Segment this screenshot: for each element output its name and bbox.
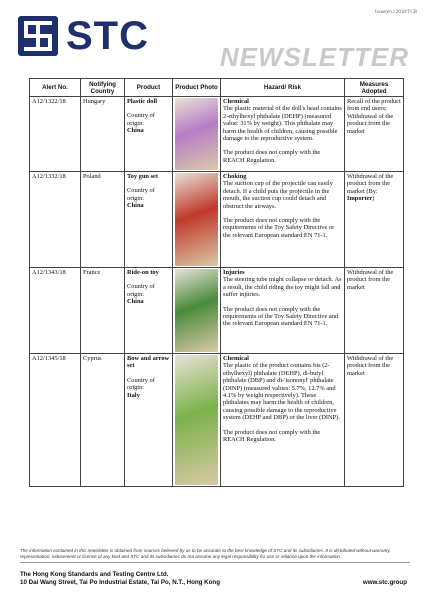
- header-country: Notifying Country: [81, 79, 125, 97]
- hazard-compliance-note: The product does not comply with the REACH Regulation.: [223, 149, 321, 164]
- product-cell: [125, 268, 173, 354]
- notifying-country: France: [81, 268, 125, 354]
- measures-text: Recall of the product from end users; Withdrawal of the product from the market: [347, 98, 401, 135]
- hazard-description: The plastic material of the doll's head contains 2-ethylhexyl phthalate (DEHP) (measured value: 31% by weight). This phthalate may harm the health of children, causing possible damage to the reproductive system.: [223, 105, 342, 143]
- alert-number: A12/1345/18: [30, 354, 81, 487]
- stc-logo: [18, 16, 178, 60]
- hazard-compliance-note: The product does not comply with the requirements of the Toy Safety Directive and the relevant European standard EN 71-1.: [223, 305, 339, 328]
- header-hazard: Hazard/ Risk: [221, 79, 345, 97]
- origin-country: Italy: [127, 391, 140, 399]
- measures-text: Withdrawal of the product from the market: [347, 355, 394, 377]
- alerts-table: [29, 78, 404, 487]
- header-measures: Measures Adopted: [345, 79, 404, 97]
- hazard-description: The suction cup of the projectile can easily detach. If a child puts the projectile in the mouth, the suction cup could detach and obstruct the airways.: [223, 180, 333, 210]
- notifying-country: Poland: [81, 172, 125, 268]
- table-row: [30, 268, 404, 354]
- hazard-description: The steering tube might collapse or detach. As a result, the child riding the toy might fall and suffer injuries.: [223, 276, 342, 299]
- hazard-compliance-note: The product does not comply with the requirements of the Toy Safety Directive or the relevant European standard EN 71-1.: [223, 217, 335, 239]
- product-cell: [125, 172, 173, 268]
- product-cell: [125, 97, 173, 172]
- product-name: Toy gun set: [127, 173, 159, 180]
- company-name: The Hong Kong Standards and Testing Centre Ltd.: [20, 571, 169, 578]
- hazard-title: Injuries: [223, 269, 245, 276]
- header-alert-no: Alert No.: [30, 79, 81, 97]
- alert-number: A12/1332/18: [30, 172, 81, 268]
- hazard-compliance-note: The product does not comply with the REACH Regulation.: [223, 428, 321, 444]
- alert-number: A12/1343/18: [30, 268, 81, 354]
- product-name: Ride-on toy: [127, 269, 159, 276]
- origin-label: Country of origin:: [127, 112, 155, 127]
- product-photo: [175, 269, 218, 352]
- measures-text: Withdrawal of the product from the market (By:: [347, 173, 394, 195]
- origin-label: Country of origin:: [127, 376, 155, 392]
- company-info: [20, 571, 220, 587]
- company-address: 10 Dai Wang Street, Tai Po Industrial Estate, Tai Po, N.T., Hong Kong: [20, 579, 220, 586]
- product-cell: [125, 354, 173, 487]
- measures-cell: [345, 268, 404, 354]
- header-product: Product: [125, 79, 173, 97]
- measures-cell: [345, 97, 404, 172]
- hazard-title: Choking: [223, 173, 247, 180]
- stc-emblem-icon: [18, 16, 58, 56]
- table-row: [30, 354, 404, 487]
- product-photo: [175, 355, 218, 485]
- table-row: [30, 172, 404, 268]
- photo-cell: [173, 97, 221, 172]
- website-link[interactable]: www.stc.group: [362, 579, 407, 586]
- product-photo: [175, 173, 218, 266]
- table-row: [30, 97, 404, 172]
- measures-cell: Withdrawal of the product from the market (By: Importer): [345, 172, 404, 268]
- measures-cell: [345, 354, 404, 487]
- product-name: Bow and arrow set: [127, 355, 170, 370]
- photo-cell: [173, 268, 221, 354]
- notifying-country: Cyprus: [81, 354, 125, 487]
- measures-text: Withdrawal of the product from the market: [347, 269, 394, 291]
- notifying-country: Hungary: [81, 97, 125, 172]
- origin-country: China: [127, 202, 144, 210]
- photo-cell: [173, 354, 221, 487]
- hazard-cell: [221, 97, 345, 172]
- hazard-title: Chemical: [223, 98, 249, 105]
- hazard-cell: [221, 172, 345, 268]
- issue-number: Issue(en.) 2018/TCB: [375, 10, 417, 15]
- alert-number: A12/1322/18: [30, 97, 81, 172]
- origin-country: China: [127, 127, 144, 135]
- header-photo: Product Photo: [173, 79, 221, 97]
- logo-text: STC: [66, 14, 149, 58]
- footer-divider: [20, 562, 410, 563]
- origin-label: Country of origin:: [127, 187, 155, 202]
- origin-country: China: [127, 298, 144, 306]
- product-photo: [175, 98, 218, 170]
- origin-label: Country of origin:: [127, 283, 155, 298]
- table-header-row: [30, 79, 404, 97]
- newsletter-title: NEWSLETTER: [219, 42, 409, 72]
- photo-cell: [173, 172, 221, 268]
- product-name: Plastic doll: [127, 98, 157, 105]
- hazard-cell: [221, 268, 345, 354]
- measures-responsible: Importer: [347, 195, 373, 203]
- hazard-description: The plastic of the product contains bis (2-ethylhexyl) phthalate (DEHP), di-butyl phthalate (DBP) and di-'isononyl' phthalate (DINP) (measured values: 5.7%, 12.7% and 4.1% by weight respectively). These phthalates may harm the health of children, causing possible damage to the reproductive system (DEHP and DBP) or the liver (DINP).: [223, 362, 340, 422]
- disclaimer: The information contained in this newsletter is obtained from sources believed by us to be accurate to the best knowledge of STC and its subsidiaries. It is distributed without warranty, representation, inducement or license of any kind and STC and its subsidiaries do not assume any legal responsibility for use or reliance upon the information.: [20, 548, 391, 559]
- hazard-title: Chemical: [223, 355, 249, 362]
- hazard-cell: [221, 354, 345, 487]
